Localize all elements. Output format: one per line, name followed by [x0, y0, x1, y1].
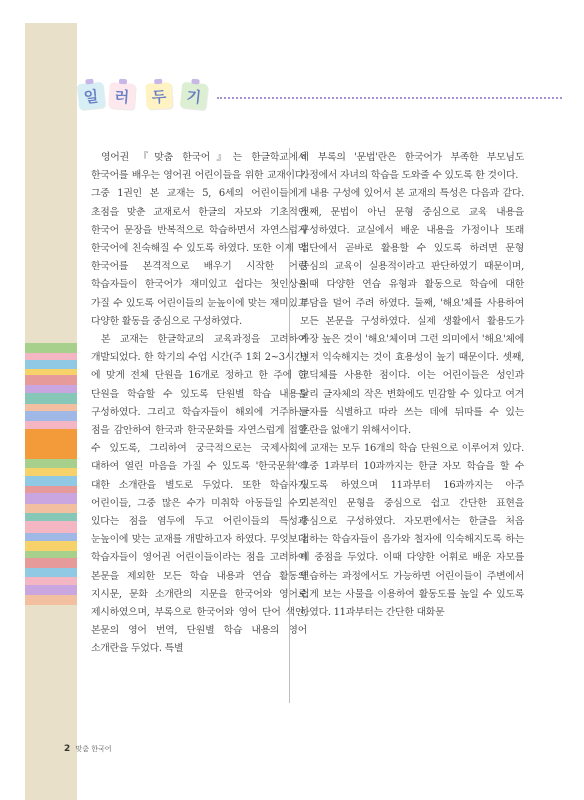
color-stripes-decoration	[25, 343, 77, 605]
pin-icon	[119, 79, 127, 85]
paragraph: 교재는 모두 16개의 학습 단원으로 이루어져 있다. 그중 1과부터 10과까지는 한글 자모 학습을 할 수 있도록 하였으며 11과부터 16과까지는 아주 기본적인 문형을 중심으로 쉽고 간단한 표현을 중심으로 구성하였다. 자모편에서는 한글을 처음 접하는 학습자들이 음가와 철자에 익숙해지도록 하는 데 중점을 두었다. 이때 다양한 어휘로 배운 자모를 연습하는 과정에서도 가능하면 어린이들이 주변에서 쉽게 보는 사물을 이용하여 활동도를 높일 수 있도록 하였다. 11과부터는 간단한 대화문	[300, 443, 524, 619]
pin-icon	[191, 79, 199, 85]
title-tile-2	[108, 82, 136, 110]
title-tile-3	[145, 82, 172, 109]
pin-icon	[154, 79, 162, 84]
title-char: 러	[114, 87, 130, 106]
header-dotted-rule	[217, 97, 562, 99]
paragraph: 히 부록의 '문법'란은 한국어가 부족한 부모님도 가정에서 자녀의 학습을 도와줄 수 있도록 한 것이다.	[300, 152, 524, 182]
pin-icon	[85, 79, 93, 85]
page-number: 2	[64, 744, 71, 754]
title-char: 두	[151, 87, 167, 106]
title-tile-1	[77, 82, 106, 111]
left-column	[91, 149, 307, 659]
right-column	[300, 149, 524, 622]
paragraph: 내용 구성에 있어서 본 교재의 특성은 다음과 같다. 첫째, 문법이 아닌 문형 중심으로 교육 내용을 구성하였다. 교실에서 배운 내용을 가정이나 또래 집단에서 곧바로 활용할 수 있도록 하려면 문형 중심의 교육이 실용적이라고 판단하였기 때문이며, 이때 다양한 연습 유형과 활동으로 학습에 대한 부담을 덜어 주려 하였다. 둘째, '해요'체를 사용하여 모든 본문을 구성하였다. 실제 생활에서 활용도가 가장 높은 것이 '해요'체이며 그런 의미에서 '해요'체에 먼저 익숙해지는 것이 효용성이 높기 때문이다. 셋째, 고딕체를 사용한 점이다. 이는 어린이들은 성인과 달리 글자체의 작은 변화에도 민감할 수 있다고 여겨 글자를 식별하고 따라 쓰는 데에 뒤따를 수 있는 혼란을 없애기 위해서이다.	[300, 188, 524, 437]
title-char: 일	[82, 86, 100, 107]
book-title: 맞춤 한국어	[75, 745, 112, 753]
paragraph: 영어권 『맞춤 한국어』는 한글학교에서 한국어를 배우는 영어권 어린이들을 위한 교재이다. 그중 1권인 본 교재는 5, 6세의 어린이들에게 초점을 맞춘 교재로서 한글의 자모와 기초적인 한국어 문장을 반복적으로 학습하면서 자연스럽게 한국어에 친숙해질 수 있도록 하였다. 또한 이제 막 한국어를 본격적으로 배우기 시작한 어린 학습자들이 한국어가 재미있고 쉽다는 첫인상을 가질 수 있도록 어린이들의 눈높이에 맞는 재미있고 다양한 활동을 중심으로 구성하였다.	[91, 152, 307, 327]
title-char: 기	[185, 86, 203, 107]
title-tile-4	[180, 82, 209, 111]
column-divider	[289, 148, 290, 703]
page-footer	[64, 744, 112, 754]
paragraph: 본 교재는 한글학교의 교육과정을 고려하여 개발되었다. 한 학기의 수업 시간(주 1회 2~3시간)에 맞게 전체 단원을 16개로 정하고 한 주에 한 단원을 학습할 수 있도록 단원별 학습 내용을 구성하였다. 그리고 학습자들이 해외에 거주하는 점을 감안하여 한국과 한국문화를 자연스럽게 접할 수 있도록, 그리하여 궁극적으로는 국제사회에 대하여 열린 마음을 가질 수 있도록 '한국문화'에 대한 소개란을 별도로 두었다. 또한 학습자가 어린이들, 그중 많은 수가 미취학 아동들일 수도 있다는 점을 염두에 두고 어린이들의 특성과 눈높이에 맞는 교재를 개발하고자 하였다. 무엇보다 학습자들이 영어권 어린이들이라는 점을 고려하여 본문을 제외한 모든 학습 내용과 연습 활동의 지시문, 문화 소개란의 지문을 한국어와 영어로 제시하였으며, 부록으로 한국어와 영어 단어 색인, 본문의 영어 번역, 단원별 학습 내용의 영어 소개란을 두었다. 특별	[91, 334, 307, 655]
